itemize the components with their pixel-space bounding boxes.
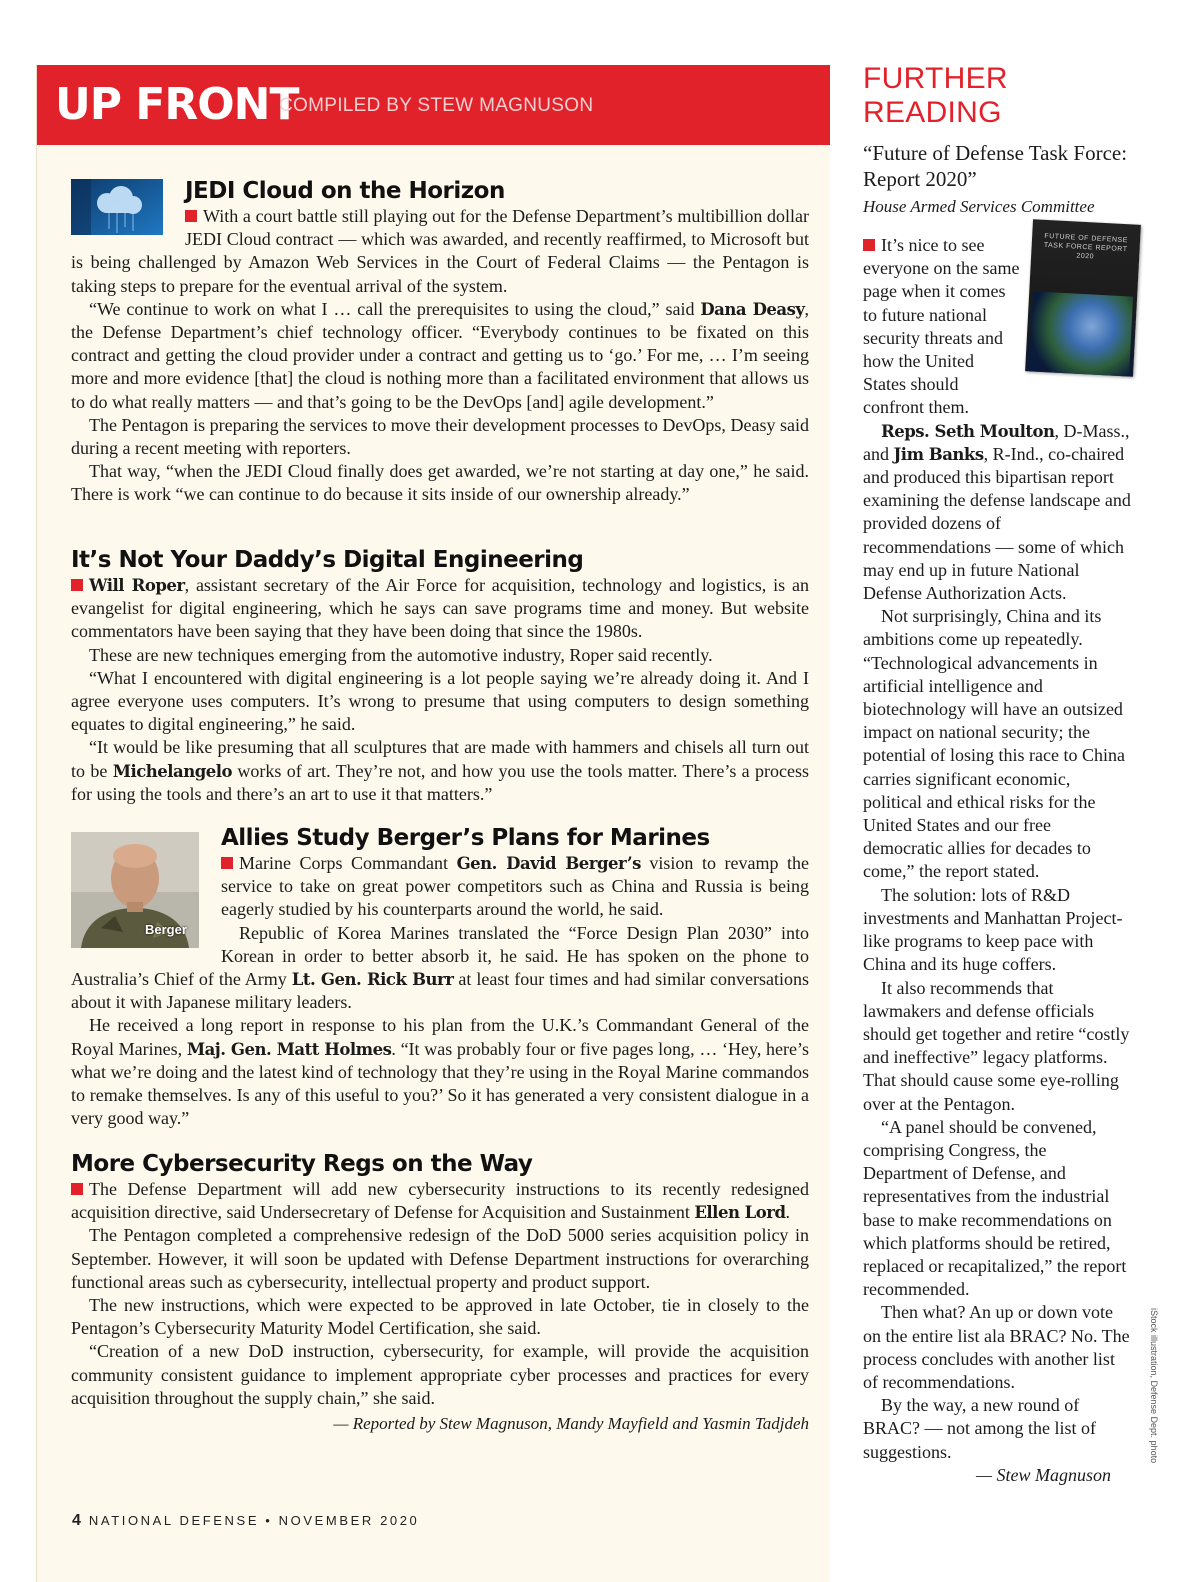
paragraph: Marine Corps Commandant Gen. David Berger’s vision to revamp the service to take on great power competitors such as China and Russia is being eagerly studied by his counterparts around the world, he said. [221,853,809,920]
paragraph: Reps. Seth Moulton, D-Mass., and Jim Banks, R-Ind., co-chaired and produced this bipartisan report examining the defense landscape and provided dozens of recommendations — some of which may end up in future National Defense Authorization Acts. [863,420,1131,604]
paragraph: The Defense Department will add new cybersecurity instructions to its recently redesigned acquisition directive, said Undersecretary of Defense for Acquisition and Sustainment Ellen Lord. [71,1179,809,1223]
paragraph: Then what? An up or down vote on the entire list ala BRAC? No. The process concludes with another list of recommendations. [863,1302,1130,1392]
bullet-square-icon [221,857,233,869]
headline: Allies Study Berger’s Plans for Marines [221,825,710,851]
up-front-column [36,65,830,1582]
globe-icon [1029,291,1133,376]
person-name: Dana Deasy [700,299,805,319]
book-cover [1025,219,1141,376]
photo-credit: iStock illustration, Defense Dept. photo [1149,1308,1159,1464]
bullet-square-icon [71,1183,83,1195]
paragraph: “We continue to work on what I … call the prerequisites to using the cloud,” said Dana Deasy, the Defense Department’s chief technology officer. “Everybody continues to be fixated on this contract and getting the cloud provider under a contract and getting us to ‘go.’ For me, … I’m seeing more and more evidence [that] the cloud is nothing more than a facilitated environment that allows us to do what really matters — and that’s going to be the DevOps [and] agile development.” [71,298,809,412]
publication-line: NATIONAL DEFENSE • NOVEMBER 2020 [88,1513,420,1528]
paragraph: The Pentagon is preparing the services to move their development processes to DevOps, Deasy said during a recent meeting with reporters. [71,414,809,459]
paragraph: It also recommends that lawmakers and defense officials should get together and retire “costly and ineffective” legacy platforms. That should cause some eye-rolling over at the Pentagon. [863,977,1130,1114]
compiled-by: COMPILED BY STEW MAGNUSON [279,95,594,116]
paragraph: That way, “when the JEDI Cloud finally does get awarded, we’re not starting at day one,” he said. There is work “we can continue to do because it sits inside of our ownership already.” [71,461,809,505]
story-jedi-cloud [71,177,809,507]
book-cover-title: FUTURE OF DEFENSE TASK FORCE REPORT 2020 [1043,232,1129,261]
paragraph: These are new techniques emerging from the automotive industry, Roper said recently. [89,644,713,665]
person-name: Ellen Lord [694,1203,786,1223]
paragraph: “It would be like presuming that all sculptures that are made with hammers and chisels all turn out to be Michelangelo works of art. They’re not, and how you use the tools matter. There’s a process for using the tools and there’s an art to use it that matters.” [71,737,809,804]
story-berger-plans [71,824,809,1130]
story-cybersecurity-regs [71,1150,809,1435]
section-title: UP FRONT [55,79,299,130]
book-publisher: House Armed Services Committee [863,197,1095,216]
headline: It’s Not Your Daddy’s Digital Engineering [71,547,584,573]
review-body [863,234,1133,1487]
person-name: Maj. Gen. Matt Holmes [186,1039,392,1059]
bullet-square-icon [863,239,875,251]
signature: — Stew Magnuson [976,1464,1111,1485]
section-banner [37,65,830,145]
person-name: Gen. David Berger’s [456,854,641,873]
paragraph: The Pentagon completed a comprehensive redesign of the DoD 5000 series acquisition policy in September. However, it will soon be updated with Defense Department instructions for overarching functional areas such as cybersecurity, intellectual property and product support. [71,1225,809,1292]
paragraph: Not surprisingly, China and its ambitions come up repeatedly. “Technological advancements in artificial intelligence and biotechnology will have an outsized impact on national security; the potential of losing this race to China carries significant economic, political and ethical risks for the United States and our free democratic allies for decades to come,” the report stated. [863,606,1125,882]
further-reading-column [863,62,1133,1487]
paragraph: It’s nice to see everyone on the same page when it comes to future national security threats and how the United States should confront them. [863,235,1020,418]
story-digital-engineering [71,546,809,806]
page-footer [72,1512,419,1530]
photo-caption: Berger [145,922,187,937]
paragraph: With a court battle still playing out for the Defense Department’s multibillion dollar JEDI Cloud contract — which was awarded, and recently reaffirmed, to Microsoft but is being challenged by Amazon Web Services in the Court of Federal Claims — the Pentagon is taking steps to prepare for the eventual arrival of the system. [71,206,809,296]
page-number: 4 [72,1512,81,1529]
further-reading-heading: FURTHER READING [863,62,1008,129]
paragraph: “Creation of a new DoD instruction, cybersecurity, for example, will provide the acquisition community consistent guidance to implement appropriate cyber processes and practices for every acquisition throughout the supply chain,” she said. [71,1341,809,1408]
person-name: Michelangelo [112,761,233,781]
headline: JEDI Cloud on the Horizon [185,178,505,204]
bullet-square-icon [71,579,83,591]
person-name: Lt. Gen. Rick Burr [291,970,454,990]
reporter-credit: — Reported by Stew Magnuson, Mandy Mayfield and Yasmin Tadjdeh [333,1414,809,1434]
paragraph: Will Roper, assistant secretary of the Air Force for acquisition, technology and logistics, is an evangelist for digital engineering, which he says can save programs time and money. But website commentators have been saying that they have been doing that since the 1980s. [71,575,809,642]
berger-photo [71,832,199,948]
paragraph: The solution: lots of R&D investments and Manhattan Project-like programs to keep pace with China and its huge coffers. [863,884,1123,975]
paragraph: “A panel should be convened, comprising Congress, the Department of Defense, and representatives from the industrial base to make recommendations on which platforms should be retired, replaced or recapitalized,” the report recommended. [863,1116,1127,1300]
paragraph: He received a long report in response to his plan from the U.K.’s Commandant General of the Royal Marines, Maj. Gen. Matt Holmes. “It was probably four or five pages long, … ‘Hey, here’s what we’re doing and the latest kind of technology that they’re using in the Royal Marine commandos to remake themselves. Is any of this useful to you?’ So it has generated a very consistent dialogue in a very good way.” [71,1015,809,1129]
person-name: Reps. Seth Moulton [881,421,1055,441]
person-name: Jim Banks [893,444,984,464]
paragraph: “What I encountered with digital engineering is a lot people saying we’re already doing it. And I agree everyone uses computers. It’s wrong to presume that using computers to design something equates to digital engineering,” he said. [71,667,809,735]
book-title: “Future of Defense Task Force: Report 2020” [863,141,1128,191]
person-name: Will Roper [89,576,185,595]
paragraph: The new instructions, which were expected to be approved in late October, tie in closely to the Pentagon’s Cybersecurity Maturity Model Certification, she said. [71,1295,809,1339]
cloud-illustration-icon [71,179,163,235]
paragraph: By the way, a new round of BRAC? — not among the list of suggestions. [863,1395,1096,1462]
paragraph: Republic of Korea Marines translated the “Force Design Plan 2030” into Korean in order to better absorb it, he said. He has spoken on the phone to Australia’s Chief of the Army Lt. Gen. Rick Burr at least four times and had similar conversations about it with Japanese military leaders. [71,922,809,1013]
bullet-square-icon [185,210,197,222]
headline: More Cybersecurity Regs on the Way [71,1151,533,1177]
